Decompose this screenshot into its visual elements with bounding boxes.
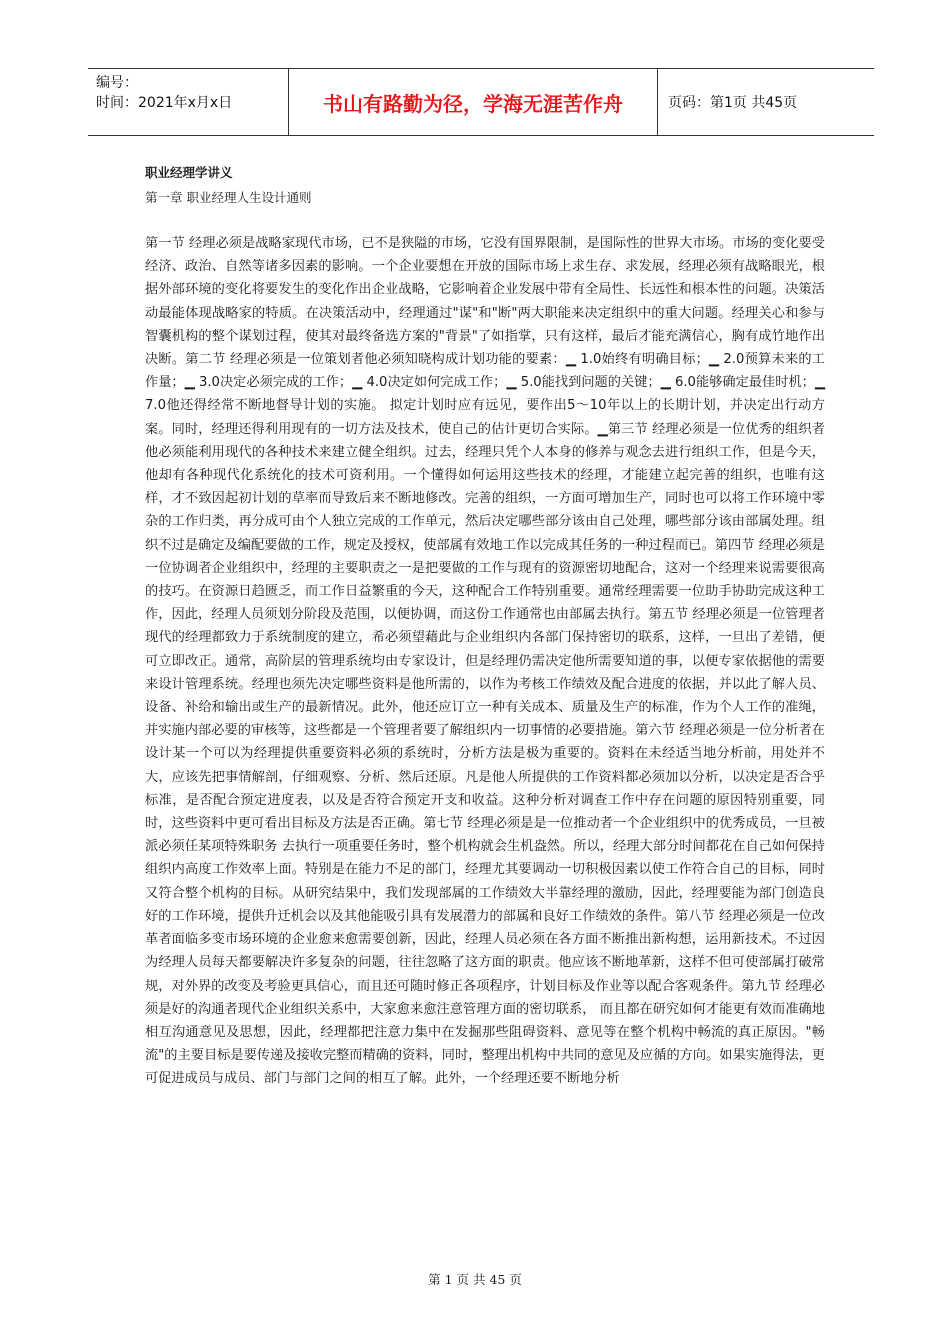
- document-time-label: 时间：2021年x月x日: [96, 95, 233, 111]
- page-info-text: 页码：第1页 共45页: [668, 95, 798, 111]
- chapter-title: 第一章 职业经理人生设计通则: [145, 190, 312, 205]
- document-title: 职业经理学讲义: [145, 165, 233, 180]
- header-motto-cell: [288, 69, 658, 135]
- page-footer: 第 1 页 共 45 页: [428, 1272, 522, 1287]
- document-number-label: 编号：: [96, 75, 138, 91]
- header-meta: [88, 69, 288, 135]
- body-paragraph: 第一节 经理必须是战略家现代市场，已不是狭隘的市场，它没有国界限制，是国际性的世界大市场。市场的变化要受经济、政治、自然等诸多因素的影响。一个企业要想在开放的国际市场上求生存、求发展，经理必须有战略眼光，根据外部环境的变化将要发生的变化作出企业战略，它影响着企业发展中带有全局性、长远性和根本性的问题。决策活动最能体现战略家的特质。在决策活动中，经理通过"谋"和"断"两大职能来决定组织中的重大问题。经理关心和参与智囊机构的整个谋划过程，使其对最终备选方案的"背景"了如指掌，只有这样，最后才能充满信心，胸有成竹地作出决断。第二节 经理必须是一位策划者他必须知晓构成计划功能的要素：▁ 1.0始终有明确目标；▁ 2.0预算未来的工作量；▁ 3.0决定必须完成的工作；▁ 4.0决定如何完成工作；▁ 5.0能找到问题的关键；▁ 6.0能够确定最佳时机；▁ 7.0他还得经常不断地督导计划的实施。 拟定计划时应有远见，要作出5～10年以上的长期计划，并决定出行动方案。同时，经理还得利用现有的一切方法及技术，使自己的估计更切合实际。▁第三节 经理必须是一位优秀的组织者他必须能利用现代的各种技术来建立健全组织。过去，经理只凭个人本身的修养与观念去进行组织工作，但是今天，他却有各种现代化系统化的技术可资利用。一个懂得如何运用这些技术的经理，才能建立起完善的组织，也唯有这样，才不致因起初计划的草率而导致后来不断地修改。完善的组织，一方面可增加生产，同时也可以将工作环境中零杂的工作归类，再分成可由个人独立完成的工作单元，然后决定哪些部分该由自己处理，哪些部分该由部属处理。组织不过是确定及编配要做的工作，规定及授权，使部属有效地工作以完成其任务的一种过程而已。第四节 经理必须是一位协调者企业组织中，经理的主要职责之一是把要做的工作与现有的资源密切地配合，这对一个经理来说需要很高的技巧。在资源日趋匮乏，而工作日益繁重的今天，这种配合工作特别重要。通常经理需要一位助手协助完成这种工作，因此，经理人员须划分阶段及范围，以便协调，而这份工作通常也由部属去执行。第五节 经理必须是一位管理者现代的经理都致力于系统制度的建立，希必须望藉此与企业组织内各部门保持密切的联系，这样，一旦出了差错，便可立即改正。通常，高阶层的管理系统均由专家设计，但是经理仍需决定他所需要知道的事，以便专家依据他的需要来设计管理系统。经理也须先决定哪些资料是他所需的，以作为考核工作绩效及配合进度的依据，并以此了解人员、设备、补给和输出或生产的最新情况。此外，他还应订立一种有关成本、质量及生产的标准，作为个人工作的准绳，并实施内部必要的审核等，这些都是一个管理者要了解组织内一切事情的必要措施。第六节 经理必须是一位分析者在设计某一个可以为经理提供重要资料必须的系统时，分析方法是极为重要的。资料在未经适当地分析前，用处并不大，应该先把事情解剖，仔细观察、分析、然后还原。凡是他人所提供的工作资料都必须加以分析，以决定是否合乎标准，是否配合预定进度表，以及是否符合预定开支和收益。这种分析对调查工作中存在问题的原因特别重要，同时，这些资料中更可看出目标及方法是否正确。第七节 经理必须是是一位推动者一个企业组织中的优秀成员，一旦被派必须任某项特殊职务 去执行一项重要任务时，整个机构就会生机盎然。所以，经理大部分时间都花在自己如何保持组织内高度工作效率上面。特别是在能力不足的部门，经理尤其要调动一切积极因素以使工作符合自己的目标，同时又符合整个机构的目标。从研究结果中，我们发现部属的工作绩效大半靠经理的激励，因此，经理要能为部门创造良好的工作环境，提供升迁机会以及其他能吸引具有发展潜力的部属和良好工作绩效的条件。第八节 经理必须是一位改革者面临多变市场环境的企业愈来愈需要创新，因此，经理人员必须在各方面不断推出新构想，运用新技术。不过因为经理人员每天都要解决许多复杂的问题，往往忽略了这方面的职责。他应该不断地革新，这样不但可使部属打破常规，对外界的改变及考验更具信心，而且还可随时修正各项程序，计划目标及作业等以配合客观条件。第九节 经理必须是好的沟通者现代企业组织关系中，大家愈来愈注意管理方面的密切联系， 而且都在研究如何才能更有效而准确地相互沟通意见及思想，因此，经理都把注意力集中在发掘那些阻碍资料、意见等在整个机构中畅流的真正原因。"畅流"的主要目标是要传递及接收完整而精确的资料，同时，整理出机构中共同的意见及应循的方向。如果实施得法，更可促进成员与成员、部门与部门之间的相互了解。此外，一个经理还要不断地分析: [145, 236, 825, 1087]
- motto-text: 书山有路勤为径，学海无涯苦作舟: [323, 91, 623, 116]
- document-header: [88, 68, 874, 136]
- header-page-info: [658, 69, 874, 135]
